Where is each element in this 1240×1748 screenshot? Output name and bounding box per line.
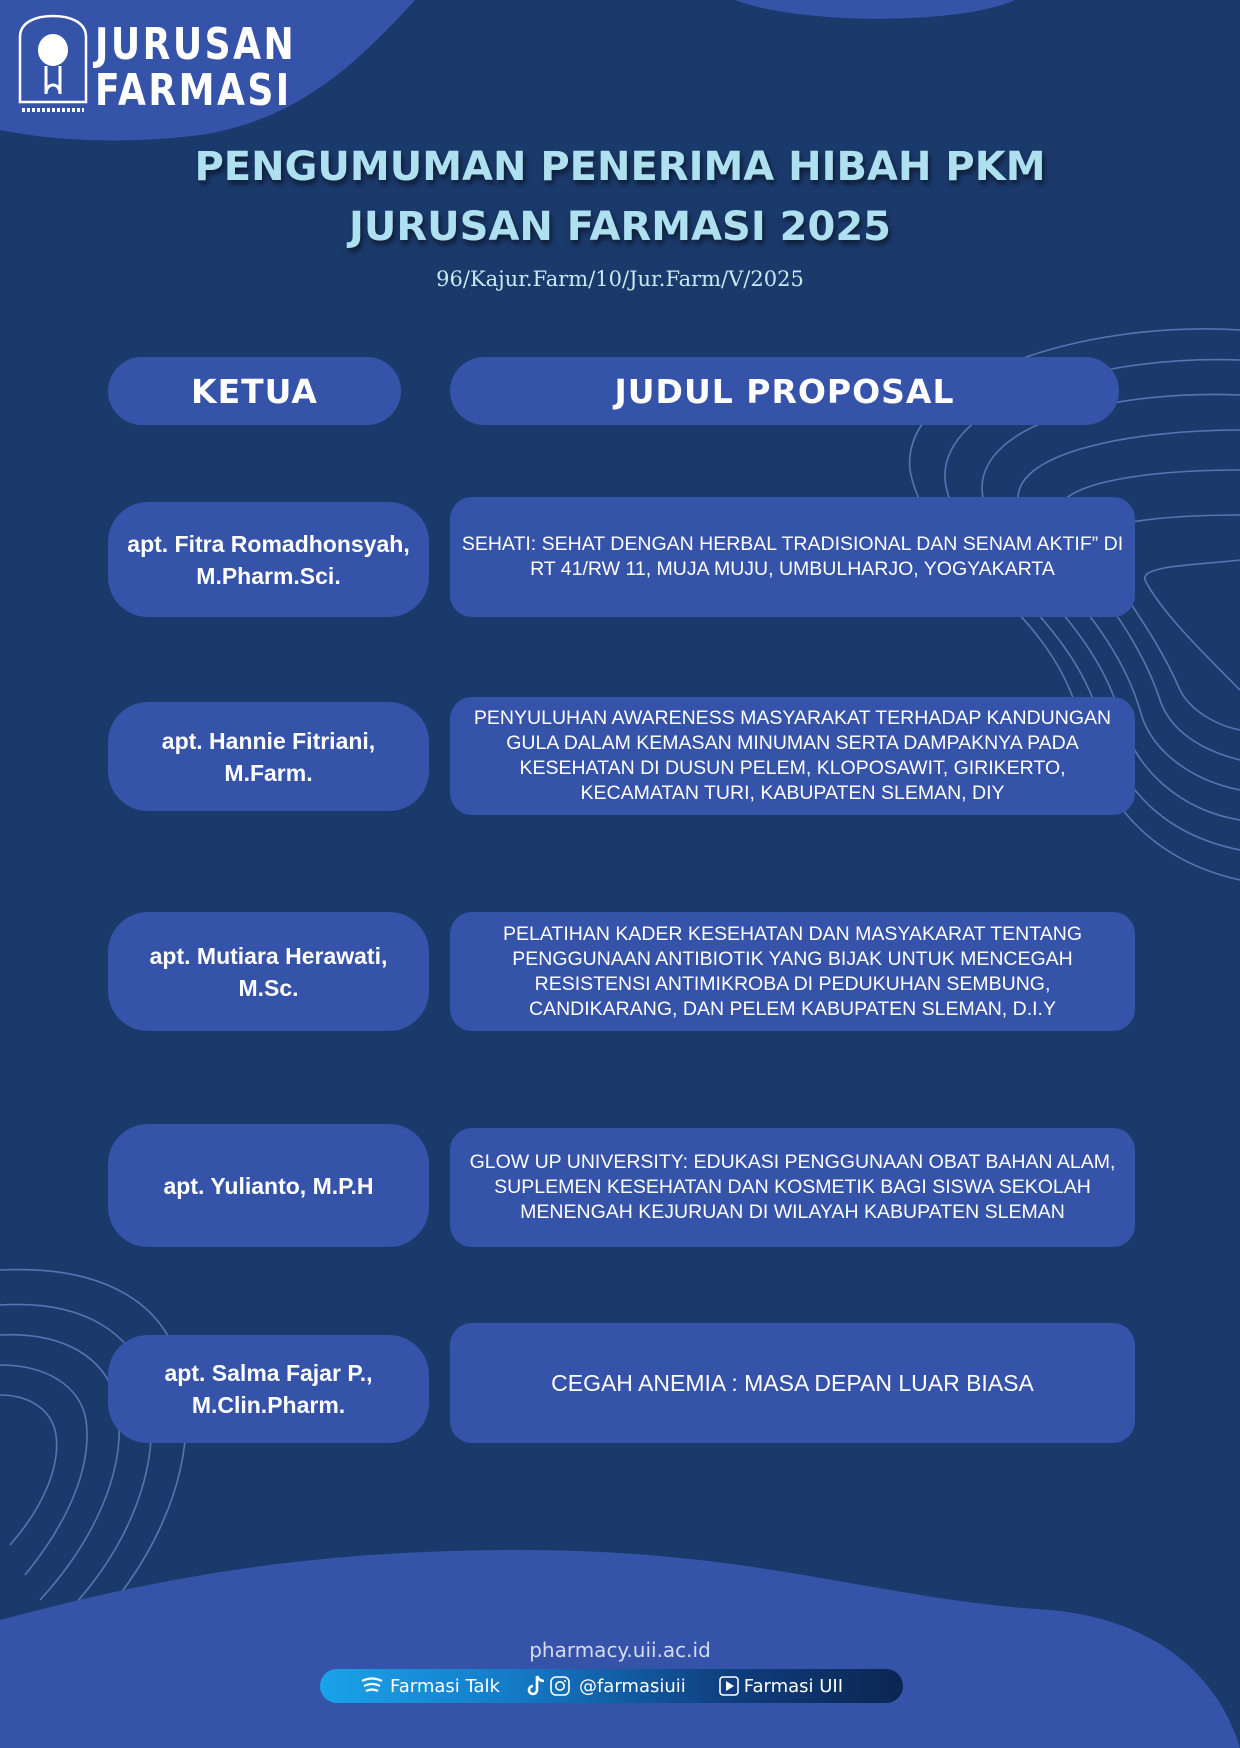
department-wordmark	[95, 19, 297, 116]
instagram-tiktok-link[interactable]	[526, 1675, 686, 1697]
instagram-icon	[549, 1675, 571, 1697]
proposal-title: GLOW UP UNIVERSITY: EDUKASI PENGGUNAAN OBAT BAHAN ALAM, SUPLEMEN KESEHATAN DAN KOSMETIK BAGI SISWA SEKOLAH MENENGAH KEJURUAN DI WILAYAH KABUPATEN SLEMAN	[450, 1128, 1135, 1247]
page-title-line1: PENGUMUMAN PENERIMA HIBAH PKM	[194, 144, 1046, 190]
ketua-name: apt. Yulianto, M.P.H	[108, 1124, 429, 1247]
website-url[interactable]: pharmacy.uii.ac.id	[529, 1638, 711, 1662]
proposal-title: PENYULUHAN AWARENESS MASYARAKAT TERHADAP KANDUNGAN GULA DALAM KEMASAN MINUMAN SERTA DAMPAKNYA PADA KESEHATAN DI DUSUN PELEM, KLOPOSAWIT, GIRIKERTO, KECAMATAN TURI, KABUPATEN SLEMAN, DIY	[450, 697, 1135, 815]
wordmark-line1: JURUSAN	[95, 19, 297, 70]
proposal-title: PELATIHAN KADER KESEHATAN DAN MASYAKARAT TENTANG PENGGUNAAN ANTIBIOTIK YANG BIJAK UNTUK MENCEGAH RESISTENSI ANTIMIKROBA DI PEDUKUHAN SEMBUNG, CANDIKARANG, DAN PELEM KABUPATEN SLEMAN, D.I.Y	[450, 912, 1135, 1031]
top-right-blob	[735, 0, 1015, 19]
ketua-name: apt. Hannie Fitriani, M.Farm.	[108, 702, 429, 811]
tiktok-icon	[526, 1675, 546, 1697]
seal-icon	[16, 12, 90, 120]
instagram-handle: @farmasiuii	[578, 1675, 686, 1697]
youtube-link[interactable]	[718, 1675, 843, 1697]
header-judul-proposal: JUDUL PROPOSAL	[450, 357, 1119, 425]
proposal-title: SEHATI: SEHAT DENGAN HERBAL TRADISIONAL DAN SENAM AKTIF” DI RT 41/RW 11, MUJA MUJU, UMBULHARJO, YOGYAKARTA	[450, 497, 1135, 617]
ketua-name: apt. Mutiara Herawati, M.Sc.	[108, 912, 429, 1031]
podcast-label: Farmasi Talk	[390, 1675, 500, 1697]
proposal-title: CEGAH ANEMIA : MASA DEPAN LUAR BIASA	[450, 1323, 1135, 1443]
podcast-icon	[360, 1677, 384, 1695]
podcast-link[interactable]	[360, 1676, 500, 1697]
university-seal-logo	[16, 12, 90, 120]
ketua-name: apt. Salma Fajar P., M.Clin.Pharm.	[108, 1335, 429, 1443]
ketua-name: apt. Fitra Romadhonsyah, M.Pharm.Sci.	[108, 502, 429, 617]
youtube-icon	[718, 1675, 740, 1697]
reference-number: 96/Kajur.Farm/10/Jur.Farm/V/2025	[436, 267, 804, 291]
header-ketua: KETUA	[108, 357, 401, 425]
youtube-label: Farmasi UII	[743, 1675, 844, 1697]
social-media-bar	[320, 1669, 903, 1703]
wordmark-line2: FARMASI	[95, 65, 292, 116]
page-title-line2: JURUSAN FARMASI 2025	[348, 204, 891, 250]
